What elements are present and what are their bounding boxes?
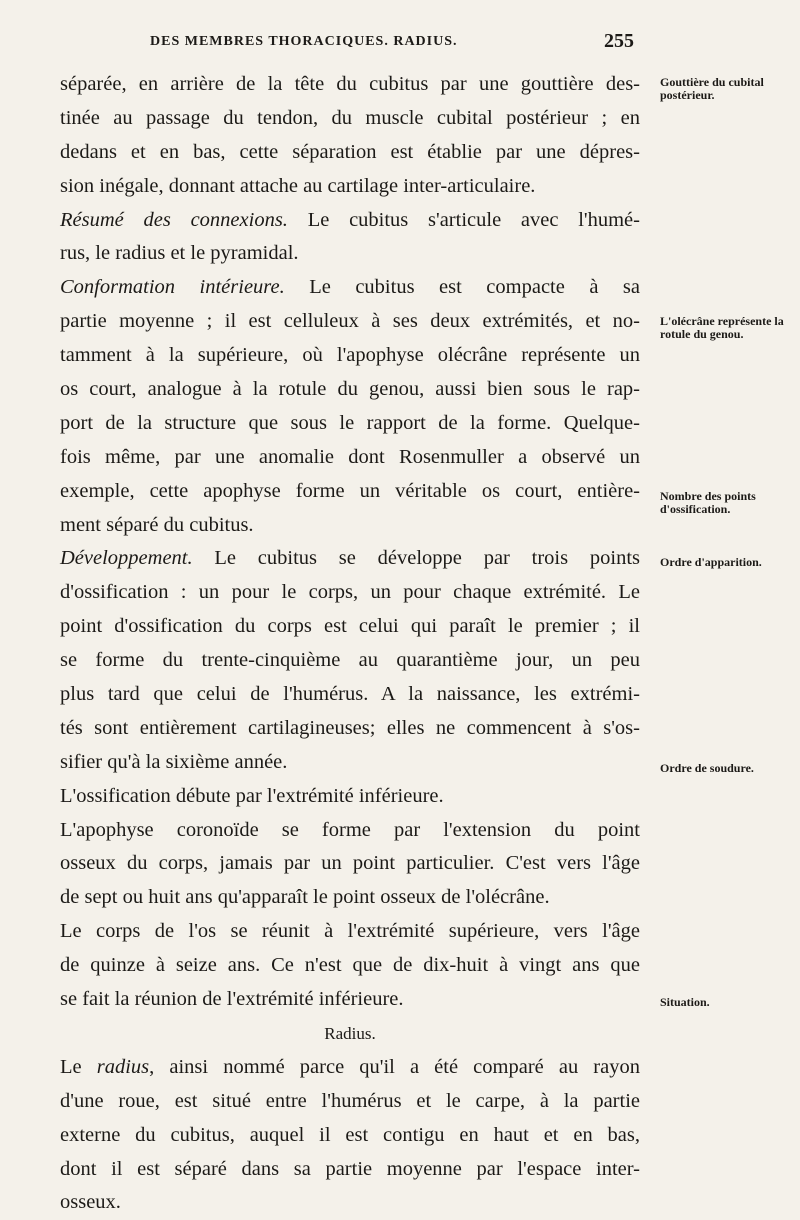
text-line: os court, analogue à la rotule du genou, aussi bien sous le rap- xyxy=(60,378,640,401)
text-line xyxy=(60,542,640,576)
text-line: tinée au passage du tendon, du muscle cubital postérieur ; en xyxy=(60,106,640,129)
text-line: L'ossification débute par l'extrémité inférieure. xyxy=(60,784,444,807)
text-line: de sept ou huit ans qu'apparaît le point osseux de l'olécrâne. xyxy=(60,886,550,909)
text-line: tamment à la supérieure, où l'apophyse olécrâne représente un xyxy=(60,344,640,367)
text-line: exemple, cette apophyse forme un véritable os court, entière- xyxy=(60,479,640,502)
text-line: se forme du trente-cinquième au quarantième jour, un peu xyxy=(60,649,640,672)
text-line: fois même, par une anomalie dont Rosenmuller a observé un xyxy=(60,445,640,468)
text-line: Le corps de l'os se réunit à l'extrémité supérieure, vers l'âge xyxy=(60,920,640,943)
side-note: Ordre de soudure. xyxy=(660,761,754,775)
text-line: ment séparé du cubitus. xyxy=(60,513,254,536)
term-radius: radius xyxy=(96,1055,150,1078)
page-number: 255 xyxy=(604,30,634,52)
text-line: rus, le radius et le pyramidal. xyxy=(60,242,299,265)
text-run: Le cubitus s'articule avec l'humé- xyxy=(287,208,640,231)
text-line: sion inégale, donnant attache au cartilage inter-articulaire. xyxy=(60,174,536,197)
side-note: L'olécrâne représente la rotule du genou. xyxy=(660,314,784,341)
text-line: dont il est séparé dans sa partie moyenne par l'espace inter- xyxy=(60,1157,640,1180)
side-note: Situation. xyxy=(660,995,710,1009)
side-note: Ordre d'apparition. xyxy=(660,555,762,569)
text-line xyxy=(60,271,640,305)
section-heading: Résumé des connexions. xyxy=(60,208,288,231)
text-run: Le cubitus est compacte à sa xyxy=(284,276,640,299)
text-run: Le cubitus se développe par trois points xyxy=(192,547,640,570)
text-line: externe du cubitus, auquel il est contigu en haut et en bas, xyxy=(60,1123,640,1146)
text-line: port de la structure que sous le rapport de la forme. Quelque- xyxy=(60,411,640,434)
text-line: d'ossification : un pour le corps, un pour chaque extrémité. Le xyxy=(60,581,640,604)
text-run: Le xyxy=(60,1055,97,1078)
main-text xyxy=(60,68,640,1220)
running-head: DES MEMBRES THORACIQUES. RADIUS. xyxy=(150,34,458,49)
text-line: plus tard que celui de l'humérus. A la naissance, les extrémi- xyxy=(60,683,640,706)
text-run: , ainsi nommé parce qu'il a été comparé au rayon xyxy=(149,1055,640,1078)
text-line: osseux. xyxy=(60,1191,121,1214)
section-heading: Conformation intérieure. xyxy=(60,276,285,299)
text-line: d'une roue, est situé entre l'humérus et le carpe, à la partie xyxy=(60,1089,640,1112)
text-line: osseux du corps, jamais par un point particulier. C'est vers l'âge xyxy=(60,852,640,875)
text-line: séparée, en arrière de la tête du cubitus par une gouttière des- xyxy=(60,73,640,95)
text-line: dedans et en bas, cette séparation est établie par une dépres- xyxy=(60,140,640,163)
text-line: se fait la réunion de l'extrémité inférieure. xyxy=(60,988,404,1011)
side-note: Gouttière du cubital postérieur. xyxy=(660,75,764,102)
section-heading: Développement. xyxy=(60,547,193,570)
section-title-radius: Radius. xyxy=(324,1023,376,1043)
text-line: L'apophyse coronoïde se forme par l'extension du point xyxy=(60,818,640,841)
side-note: Nombre des points d'ossification. xyxy=(660,489,756,516)
text-line: partie moyenne ; il est celluleux à ses deux extrémités, et no- xyxy=(60,310,640,333)
text-line xyxy=(60,1051,640,1085)
text-line xyxy=(60,204,640,238)
text-line: sifier qu'à la sixième année. xyxy=(60,750,288,773)
text-line: point d'ossification du corps est celui qui paraît le premier ; il xyxy=(60,615,640,638)
text-line: tés sont entièrement cartilagineuses; elles ne commencent à s'os- xyxy=(60,716,640,739)
text-line: de quinze à seize ans. Ce n'est que de dix-huit à vingt ans que xyxy=(60,954,640,977)
